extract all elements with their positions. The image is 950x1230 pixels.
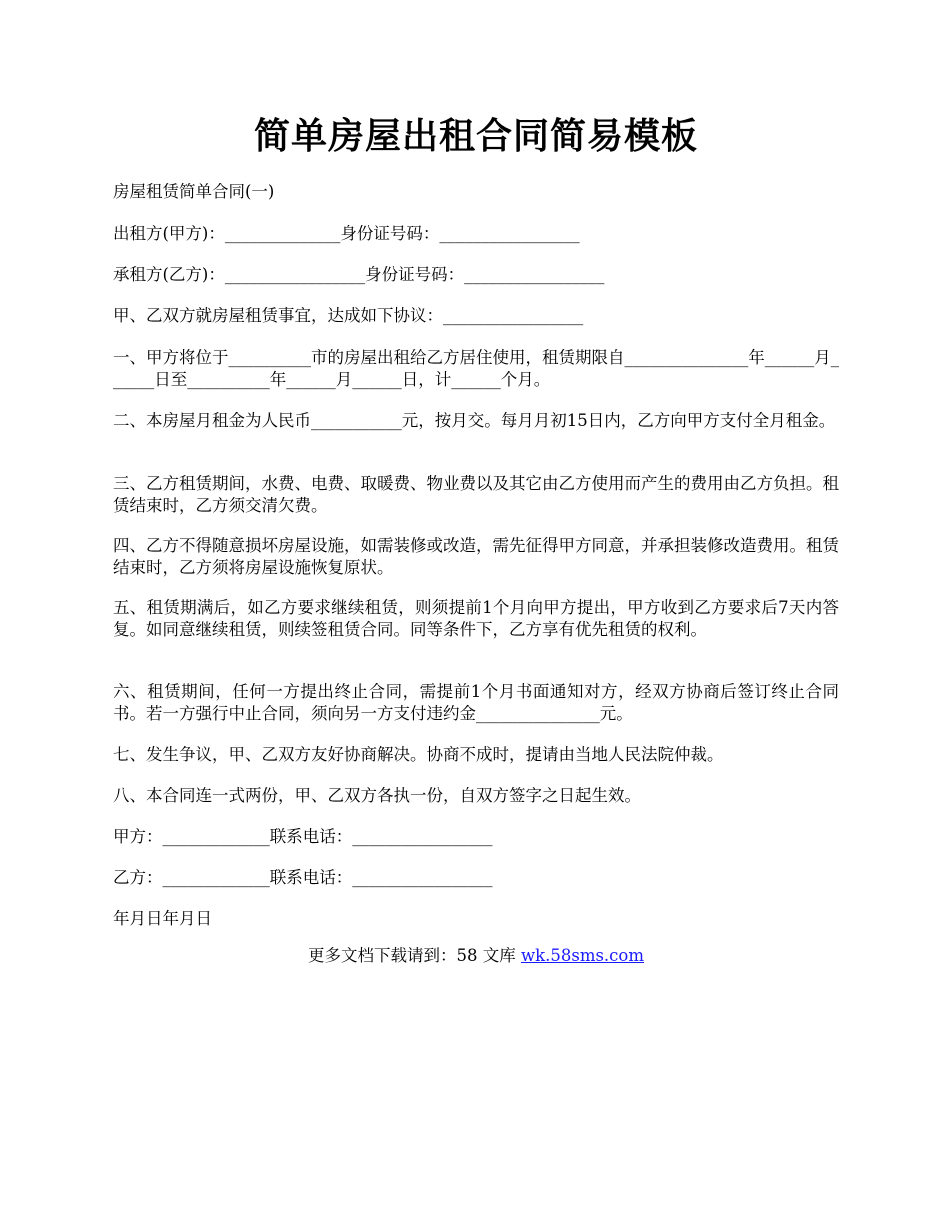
paragraph-lessor: 出租方(甲方)：______________身份证号码：_________________ [113,224,580,243]
clause-5: 五、租赁期满后，如乙方要求继续租赁，则须提前1个月向甲方提出，甲方收到乙方要求后7天内答复。如同意继续租赁，则续签租赁合同。同等条件下，乙方享有优先租赁的权利。 [113,598,839,639]
footer-text: 更多文档下载请到：58 文库 [307,946,521,965]
clause-6: 六、租赁期间，任何一方提出终止合同，需提前1个月书面通知对方，经双方协商后签订终止合同书。若一方强行中止合同，须向另一方支付违约金_______________元。 [113,682,839,723]
footer-link[interactable]: wk.58sms.com [520,946,644,965]
clause-8: 八、本合同连一式两份，甲、乙双方各执一份，自双方签字之日起生效。 [113,786,641,805]
clause-7: 七、发生争议，甲、乙双方友好协商解决。协商不成时，提请由当地人民法院仲裁。 [113,745,724,764]
clause-4: 四、乙方不得随意损坏房屋设施，如需装修或改造，需先征得甲方同意，并承担装修改造费用。租赁结束时，乙方须将房屋设施恢复原状。 [113,536,839,577]
paragraph-agreement: 甲、乙双方就房屋租赁事宜，达成如下协议：_________________ [113,306,584,325]
clause-3: 三、乙方租赁期间，水费、电费、取暖费、物业费以及其它由乙方使用而产生的费用由乙方负担。租赁结束时，乙方须交清欠费。 [113,474,839,515]
clause-2: 二、本房屋月租金为人民币___________元，按月交。每月月初15日内，乙方向甲方支付全月租金。 [113,411,836,430]
footer [113,945,839,967]
paragraph-lessee: 承租方(乙方)：_________________身份证号码：_________________ [113,265,605,284]
document-title: 简单房屋出租合同简易模板 [253,115,698,157]
signature-dates: 年月日年月日 [113,909,212,928]
signature-party-b: 乙方：_____________联系电话：_________________ [113,868,493,887]
paragraph-heading: 房屋租赁简单合同(一) [113,182,275,201]
signature-party-a: 甲方：_____________联系电话：_________________ [113,827,493,846]
clause-1: 一、甲方将位于__________市的房屋出租给乙方居住使用，租赁期限自_______________年______月______日至__________年______月______日，计______个月。 [113,348,839,389]
